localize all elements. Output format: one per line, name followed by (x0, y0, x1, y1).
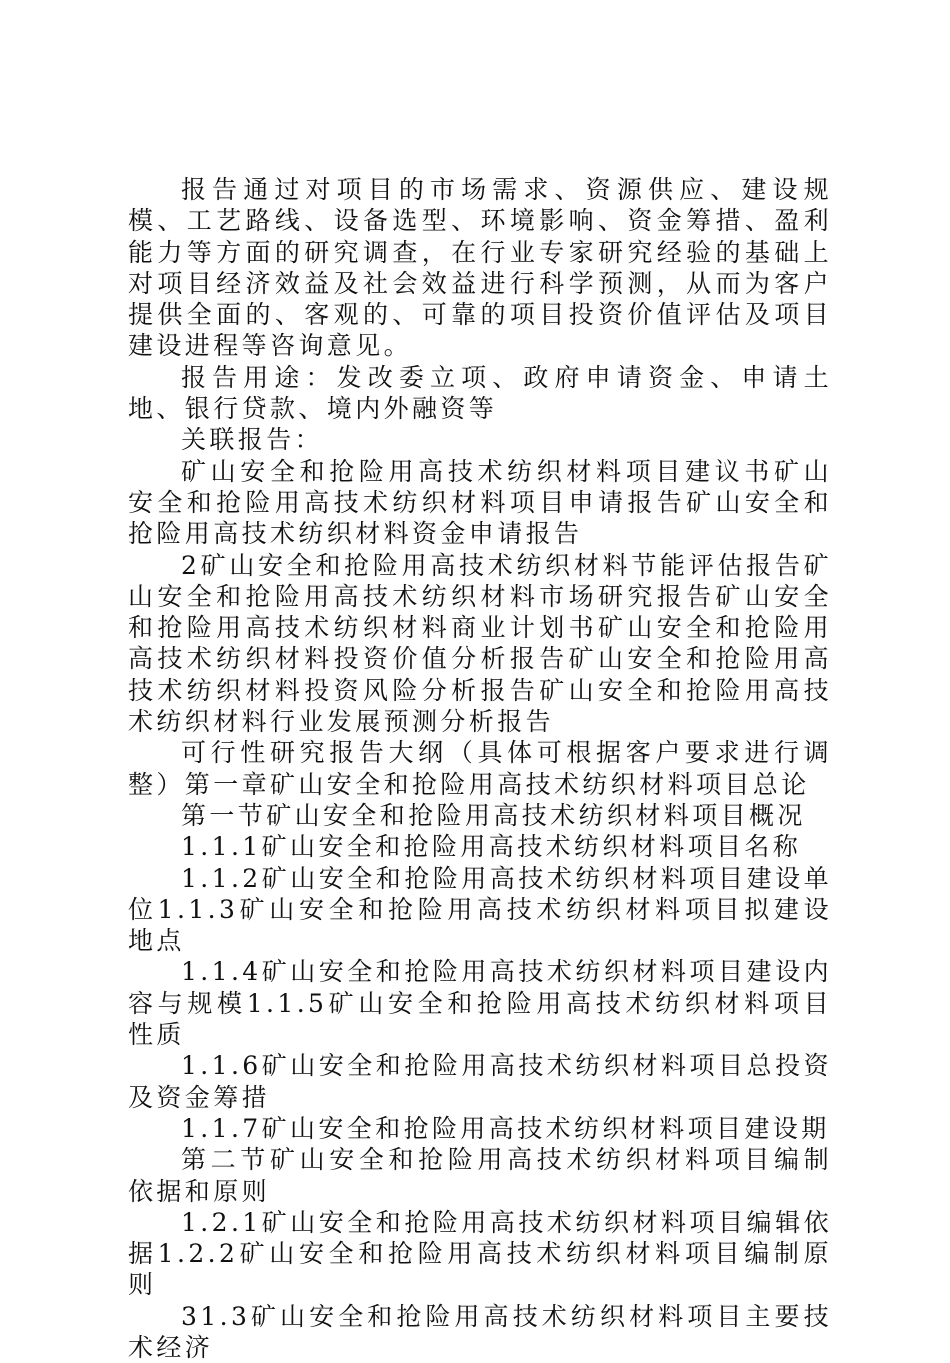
paragraph-item-1-1-2: 1.1.2矿山安全和抢险用高技术纺织材料项目建设单位1.1.3矿山安全和抢险用高技术纺织材料项目拟建设地点 (128, 863, 832, 956)
paragraph-item-1-3: 31.3矿山安全和抢险用高技术纺织材料项目主要技术经济 (128, 1301, 832, 1362)
paragraph-item-1-1-6: 1.1.6矿山安全和抢险用高技术纺织材料项目总投资及资金筹措 (128, 1051, 832, 1112)
paragraph-report-overview: 报告通过对项目的市场需求、资源供应、建设规模、工艺路线、设备选型、环境影响、资金筹措、盈利能力等方面的研究调查，在行业专家研究经验的基础上对项目经济效益及社会效益进行科学预测，从而为客户提供全面的、客观的、可靠的项目投资价值评估及项目建设进程等咨询意见。 (128, 175, 832, 361)
paragraph-section-1-title: 第一节矿山安全和抢险用高技术纺织材料项目概况 (181, 800, 806, 830)
paragraph-related-reports-2: 2矿山安全和抢险用高技术纺织材料节能评估报告矿山安全和抢险用高技术纺织材料市场研究报告矿山安全和抢险用高技术纺织材料商业计划书矿山安全和抢险用高技术纺织材料投资价值分析报告矿山安全和抢险用高技术纺织材料投资风险分析报告矿山安全和抢险用高技术纺织材料行业发展预测分析报告 (128, 550, 832, 737)
paragraph-item-1-1-7: 1.1.7矿山安全和抢险用高技术纺织材料项目建设期 (181, 1113, 830, 1143)
paragraph-item-1-2-1: 1.2.1矿山安全和抢险用高技术纺织材料项目编辑依据1.2.2矿山安全和抢险用高技术纺织材料项目编制原则 (128, 1207, 832, 1300)
paragraph-related-reports-1: 矿山安全和抢险用高技术纺织材料项目建议书矿山安全和抢险用高技术纺织材料项目申请报告矿山安全和抢险用高技术纺织材料资金申请报告 (128, 456, 832, 549)
paragraph-report-usage: 报告用途：发改委立项、政府申请资金、申请土地、银行贷款、境内外融资等 (128, 362, 832, 424)
paragraph-item-1-1-1: 1.1.1矿山安全和抢险用高技术纺织材料项目名称 (181, 832, 802, 862)
paragraph-related-reports-heading: 关联报告： (181, 425, 324, 455)
paragraph-item-1-1-4: 1.1.4矿山安全和抢险用高技术纺织材料项目建设内容与规模1.1.5矿山安全和抢险用高技术纺织材料项目性质 (128, 957, 832, 1050)
document-page (128, 174, 832, 1363)
paragraph-outline-chapter-1: 可行性研究报告大纲（具体可根据客户要求进行调整）第一章矿山安全和抢险用高技术纺织材料项目总论 (128, 738, 832, 799)
paragraph-section-2-title: 第二节矿山安全和抢险用高技术纺织材料项目编制依据和原则 (128, 1145, 832, 1206)
